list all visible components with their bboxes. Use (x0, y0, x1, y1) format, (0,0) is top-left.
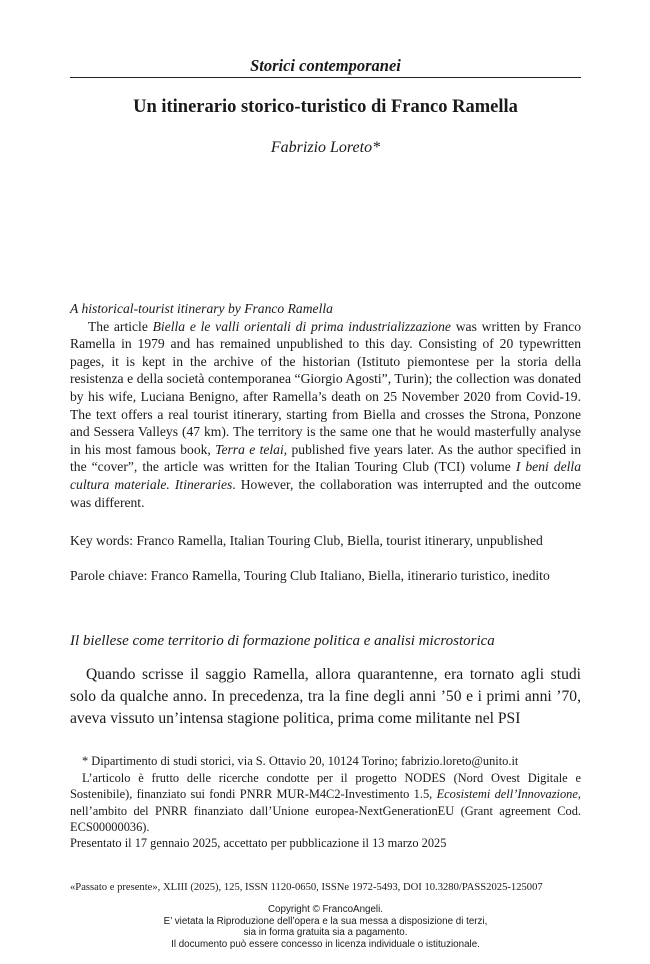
body-paragraph: Quando scrisse il saggio Ramella, allora quarantenne, era tornato agli studi solo da qualche anno. In precedenza, tra la fine degli anni ’50 e i primi anni ’70, aveva vissuto un’intensa stagione politica, prima come militante nel PSI (70, 666, 581, 727)
keywords-italian: Parole chiave: Franco Ramella, Touring Club Italiano, Biella, itinerario turistico, inedito (70, 568, 550, 583)
header-rule (70, 77, 581, 78)
footnote-text: L’articolo è frutto delle ricerche condotte per il progetto NODES (Nord Ovest Digitale e Sostenibile), finanziato sui fondi PNRR MUR-M4C2-Investimento 1.5, (70, 771, 581, 802)
abstract-text: was written by Franco Ramella in 1979 and has remained unpublished to this day. Consisting of 20 typewritten pages, it is kept in the archive of the historian (Istituto piemontese per la storia della resistenza e della società contemporanea “Giorgio Agosti”, Turin); the collection was donated by his wife, Luciana Benigno, after Ramella’s death on 25 November 2020 from Covid-19. The text offers a real tourist itinerary, starting from Biella and crosses the Strona, Ponzone and Sessera Valleys (47 km). The territory is the same one that he would masterfully analyse in his most famous book, (70, 318, 581, 457)
abstract-text: . However, the collaboration was interrupted and the outcome was different. (70, 476, 581, 510)
article-author: Fabrizio Loreto* (270, 139, 381, 156)
copyright-notice (70, 904, 581, 950)
abstract-italic-title: Biella e le valli orientali di prima industrializzazione (152, 318, 451, 334)
footnote-italic: Ecosistemi dell’Innovazione (436, 787, 578, 802)
journal-citation: «Passato e presente», XLIII (2025), 125, ISSN 1120-0650, ISSNe 1972-5493, DOI 10.3280/PASS2025-125007 (70, 882, 543, 893)
article-title: Un itinerario storico-turistico di Franco Ramella (133, 97, 518, 117)
copyright-line: E’ vietata la Riproduzione dell’opera e la sua messa a disposizione di terzi, (163, 915, 488, 927)
section-heading: Il biellese come territorio di formazione politica e analisi microstorica (70, 633, 495, 649)
abstract-text: The article (88, 318, 153, 334)
footnote-text: , nell’ambito del PNRR finanziato dall’Unione europea-NextGenerationEU (Grant agreement Cod. ECS00000036). (70, 787, 581, 835)
copyright-line: Il documento può essere concesso in licenza individuale o istituzionale. (171, 938, 480, 950)
footnote-affiliation: * Dipartimento di studi storici, via S. Ottavio 20, 10124 Torino; fabrizio.loreto@unito.it (82, 754, 519, 768)
running-section-label: Storici contemporanei (250, 56, 401, 75)
abstract-text: , published five years later. As the author specified in the “cover”, the article was written for the Italian Touring Club (TCI) volume (70, 441, 581, 475)
abstract-italic-volume: I beni della cultura materiale. Itineraries (70, 459, 581, 492)
abstract (70, 300, 581, 511)
abstract-title: A historical-tourist itinerary by Franco Ramella (70, 301, 333, 316)
copyright-line: Copyright © FrancoAngeli. (267, 904, 384, 915)
keywords-english: Key words: Franco Ramella, Italian Touring Club, Biella, tourist itinerary, unpublished (70, 533, 543, 548)
footnote-funding (70, 770, 581, 836)
abstract-italic-book: Terra e telai (215, 441, 284, 457)
submission-dates: Presentato il 17 gennaio 2025, accettato per pubblicazione il 13 marzo 2025 (70, 836, 447, 850)
copyright-line: sia in forma gratuita sia a pagamento. (243, 927, 408, 939)
abstract-body (70, 318, 581, 512)
